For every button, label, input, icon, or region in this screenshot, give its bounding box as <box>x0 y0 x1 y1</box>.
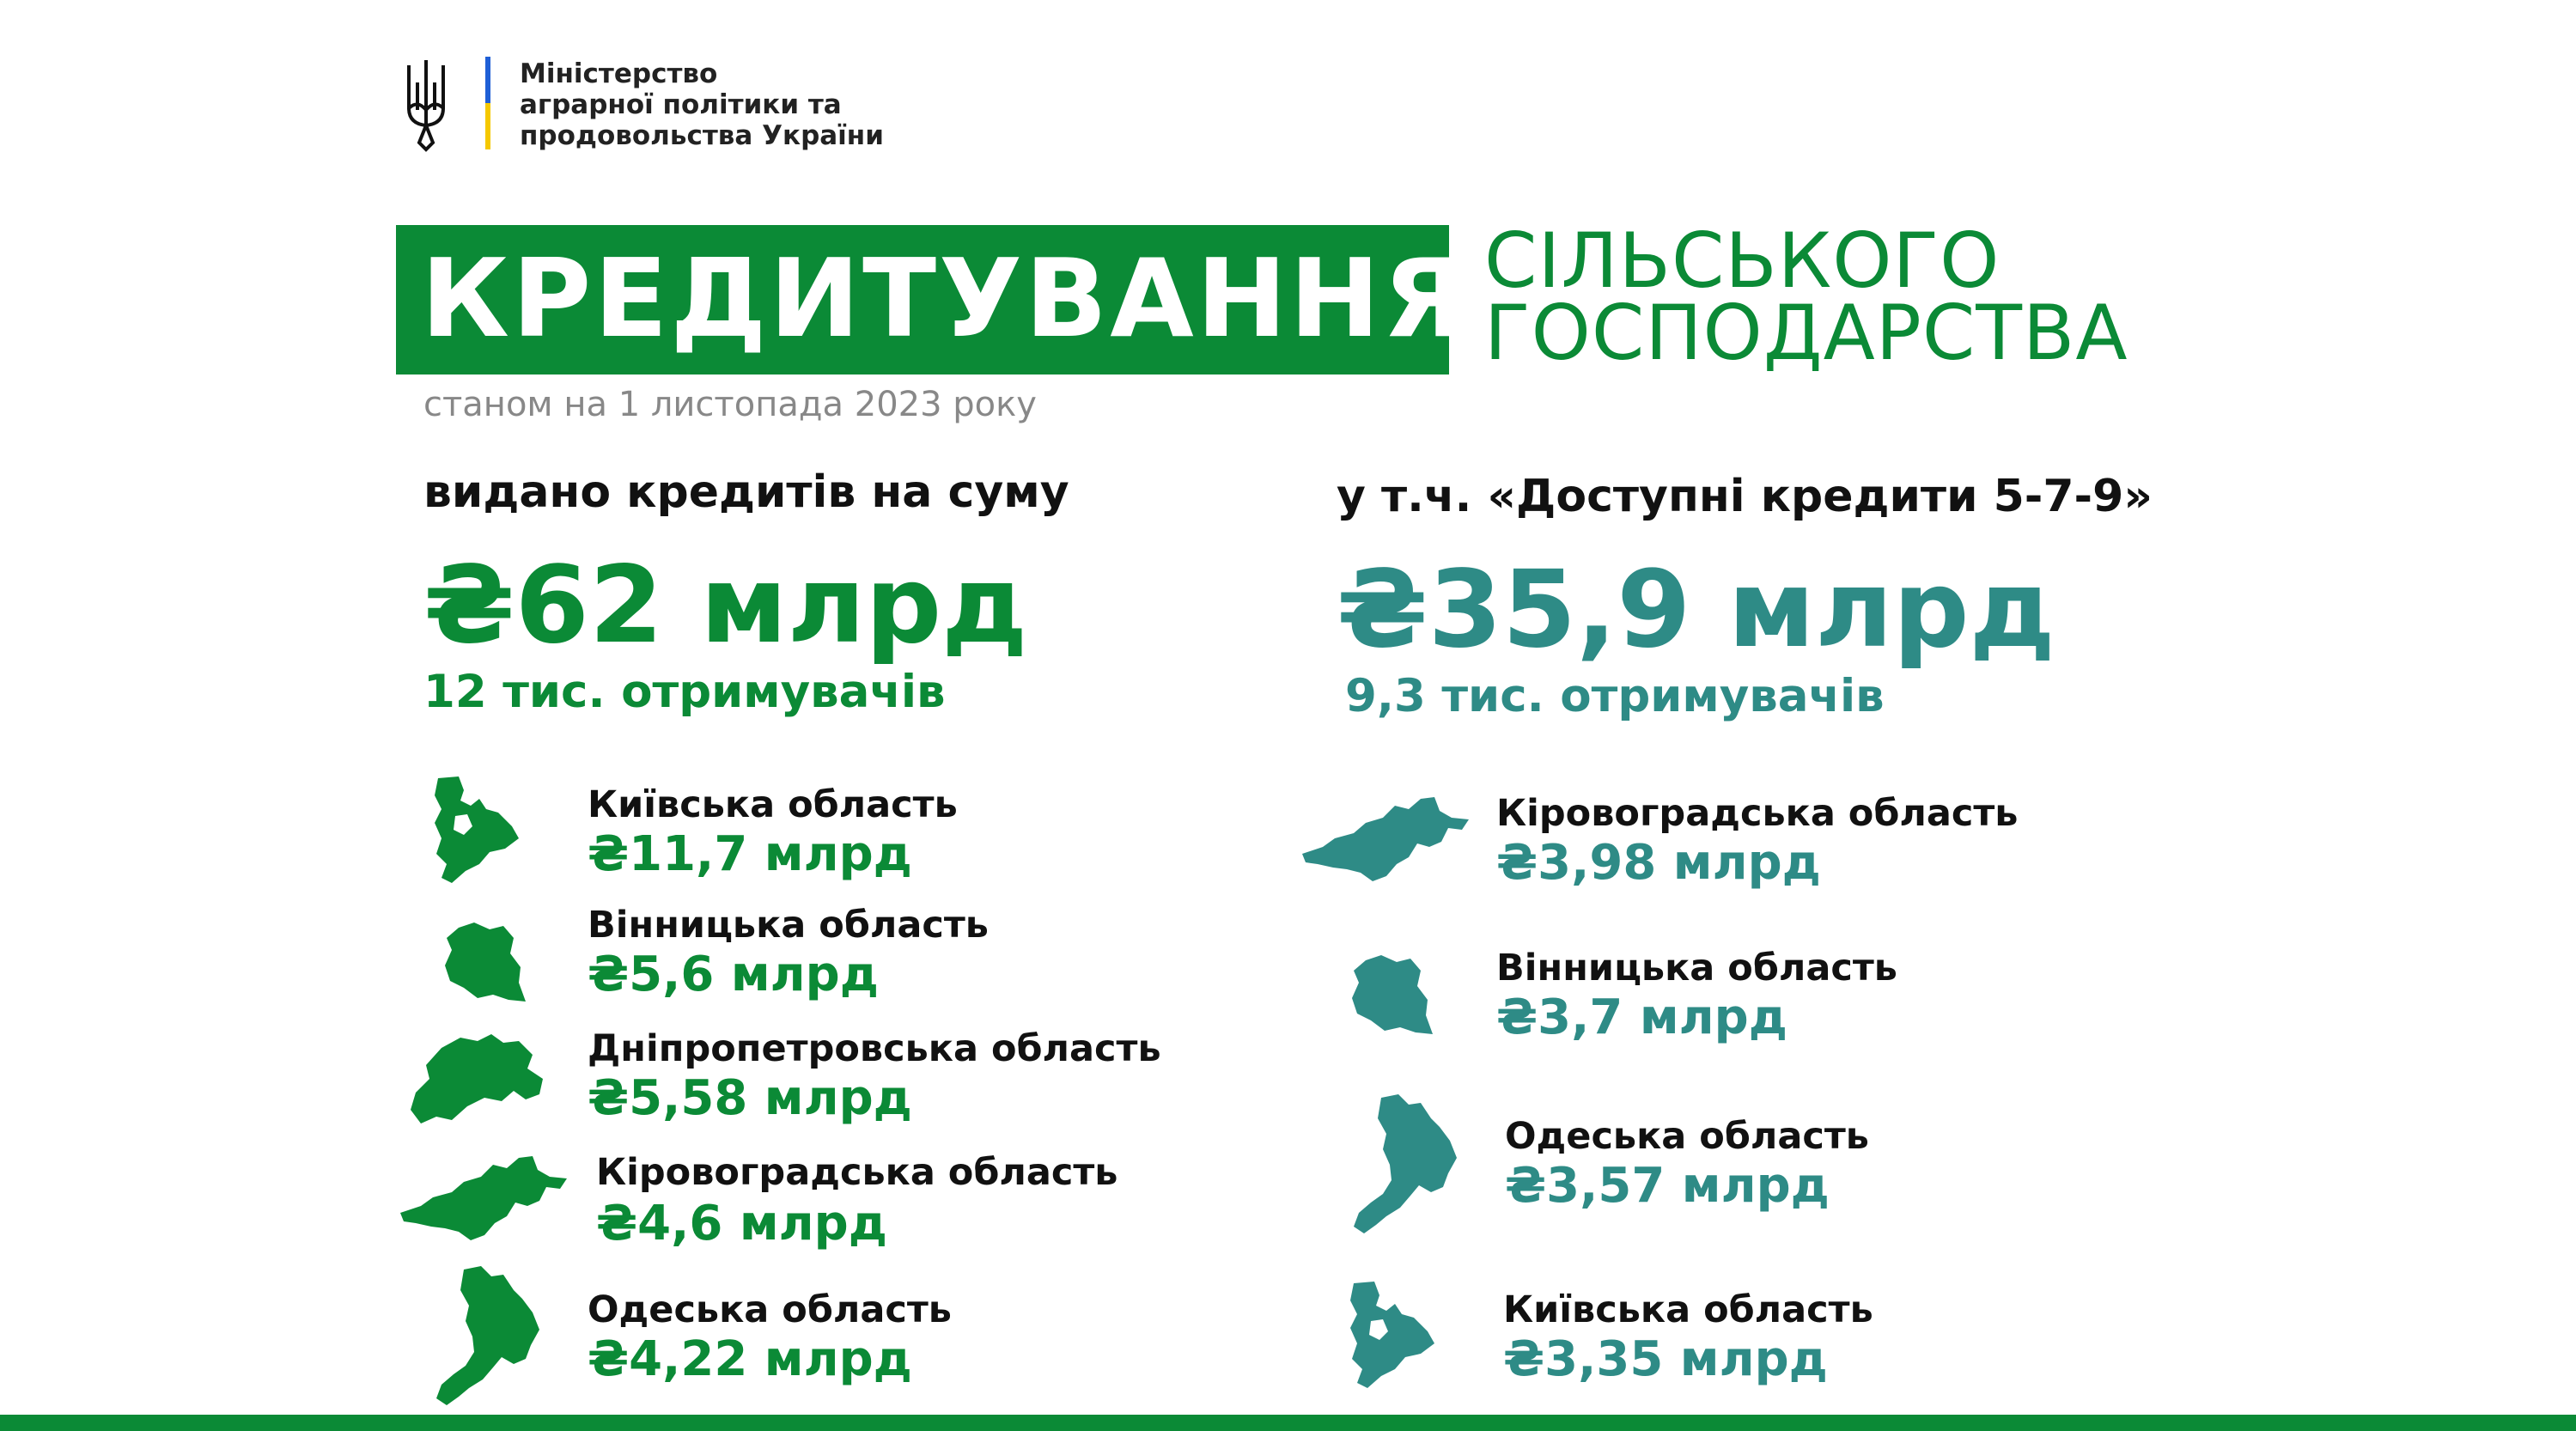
subtitle-line: СІЛЬСЬКОГО <box>1484 216 2001 305</box>
right-total: ₴35,9 млрд <box>1337 548 2055 672</box>
region-name: Київська область <box>1503 1288 1873 1331</box>
ministry-line: аграрної політики та <box>520 89 842 120</box>
vinnytsia-oblast-map-icon <box>440 919 529 1008</box>
ministry-line: Міністерство <box>520 58 718 89</box>
region-name: Кіровоградська область <box>596 1151 1118 1194</box>
date-caption: станом на 1 листопада 2023 року <box>423 385 1037 424</box>
ministry-name <box>520 58 884 151</box>
page-title: КРЕДИТУВАННЯ <box>421 235 1469 362</box>
vinnytsia-oblast-map-icon <box>1347 952 1436 1041</box>
left-total: ₴62 млрд <box>423 544 1028 667</box>
trident-icon <box>402 57 450 153</box>
flag-bar <box>485 57 490 149</box>
region-name: Одеська область <box>1505 1115 1869 1158</box>
kirovohrad-oblast-map-icon <box>399 1153 570 1244</box>
region-value: ₴5,6 млрд <box>588 947 879 1002</box>
left-recipients: 12 тис. отримувачів <box>423 666 946 718</box>
ministry-line: продовольства України <box>520 120 884 151</box>
region-name: Вінницька область <box>1496 947 1897 990</box>
region-name: Вінницька область <box>588 904 989 947</box>
odesa-oblast-map-icon <box>431 1264 545 1409</box>
region-value: ₴3,7 млрд <box>1496 990 1787 1045</box>
kyiv-oblast-map-icon <box>1345 1280 1436 1390</box>
subtitle-line: ГОСПОДАРСТВА <box>1484 289 2128 377</box>
odesa-oblast-map-icon <box>1349 1093 1462 1237</box>
kirovohrad-oblast-map-icon <box>1300 794 1472 885</box>
region-value: ₴4,6 млрд <box>596 1196 887 1251</box>
right-recipients: 9,3 тис. отримувачів <box>1345 670 1885 722</box>
region-value: ₴3,57 млрд <box>1505 1158 1830 1214</box>
region-name: Київська область <box>588 783 958 826</box>
footer-bar <box>0 1415 2576 1431</box>
region-name: Кіровоградська область <box>1496 792 2019 835</box>
dnipropetrovsk-oblast-map-icon <box>407 1031 548 1127</box>
right-heading: у т.ч. «Доступні кредити 5-7-9» <box>1337 471 2153 522</box>
region-value: ₴4,22 млрд <box>588 1331 912 1387</box>
region-value: ₴3,35 млрд <box>1503 1331 1828 1387</box>
region-name: Одеська область <box>588 1288 952 1331</box>
region-value: ₴5,58 млрд <box>588 1070 912 1126</box>
region-value: ₴3,98 млрд <box>1496 835 1821 891</box>
page-subtitle <box>1484 216 2128 377</box>
region-name: Дніпропетровська область <box>588 1027 1161 1070</box>
region-value: ₴11,7 млрд <box>588 826 912 882</box>
kyiv-oblast-map-icon <box>429 775 521 885</box>
left-heading: видано кредитів на суму <box>423 466 1069 518</box>
